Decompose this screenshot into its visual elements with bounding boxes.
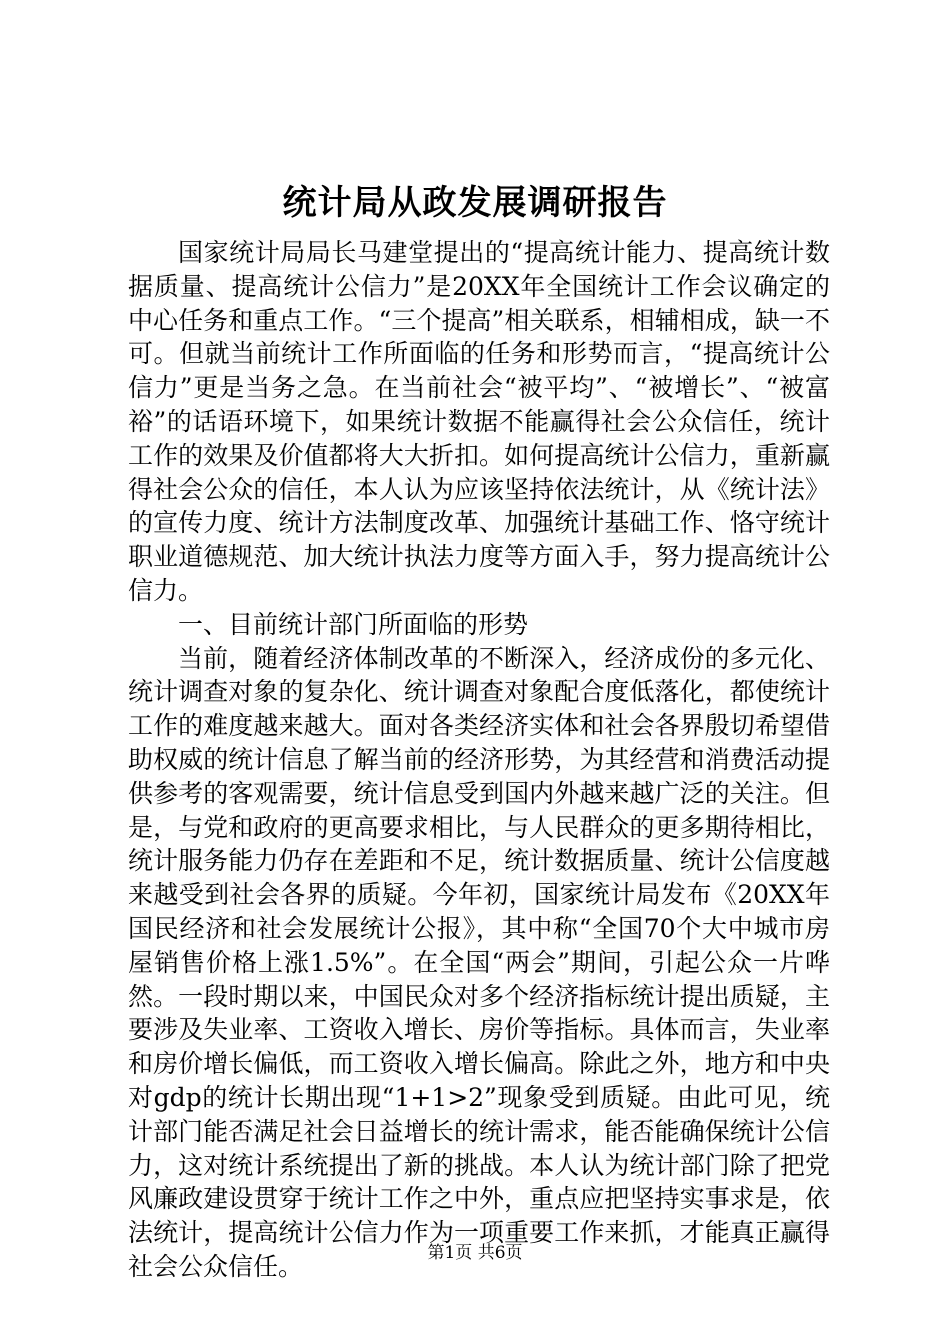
document-body	[128, 236, 830, 1284]
document-title: 统计局从政发展调研报告	[282, 183, 668, 223]
section-paragraph: 当前，随着经济体制改革的不断深入，经济成份的多元化、统计调查对象的复杂化、统计调查对象配合度低落化，都使统计工作的难度越来越大。面对各类经济实体和社会各界殷切希望借助权威的统计信息了解当前的经济形势，为其经营和消费活动提供参考的客观需要，统计信息受到国内外越来越广泛的关注。但是，与党和政府的更高要求相比，与人民群众的更多期待相比，统计服务能力仍存在差距和不足，统计数据质量、统计公信度越来越受到社会各界的质疑。今年初，国家统计局发布《20XX年国民经济和社会发展统计公报》，其中称“全国70个大中城市房屋销售价格上涨1.5%”。在全国“两会”期间，引起公众一片哗然。一段时期以来，中国民众对多个经济指标统计提出质疑，主要涉及失业率、工资收入增长、房价等指标。具体而言，失业率和房价增长偏低，而工资收入增长偏高。除此之外，地方和中央对gdp的统计长期出现“1+1>2”现象受到质疑。由此可见，统计部门能否满足社会日益增长的统计需求，能否能确保统计公信力，这对统计系统提出了新的挑战。本人认为统计部门除了把党风廉政建设贯穿于统计工作之中外，重点应把坚持实事求是，依法统计，提高统计公信力作为一项重要工作来抓，才能真正赢得社会公众信任。	[128, 643, 830, 1281]
section-heading: 一、目前统计部门所面临的形势	[178, 609, 529, 639]
intro-paragraph: 国家统计局局长马建堂提出的“提高统计能力、提高统计数据质量、提高统计公信力”是20XX年全国统计工作会议确定的中心任务和重点工作。“三个提高”相关联系，相辅相成，缺一不可。但就当前统计工作所面临的任务和形势而言，“提高统计公信力”更是当务之急。在当前社会“被平均”、“被增长”、“被富裕”的话语环境下，如果统计数据不能赢得社会公众信任，统计工作的效果及价值都将大大折扣。如何提高统计公信力，重新赢得社会公众的信任，本人认为应该坚持依法统计，从《统计法》的宣传力度、统计方法制度改革、加强统计基础工作、恪守统计职业道德规范、加大统计执法力度等方面入手，努力提高统计公信力。	[128, 238, 830, 605]
page-number-footer: 第1页 共6页	[427, 1243, 523, 1263]
